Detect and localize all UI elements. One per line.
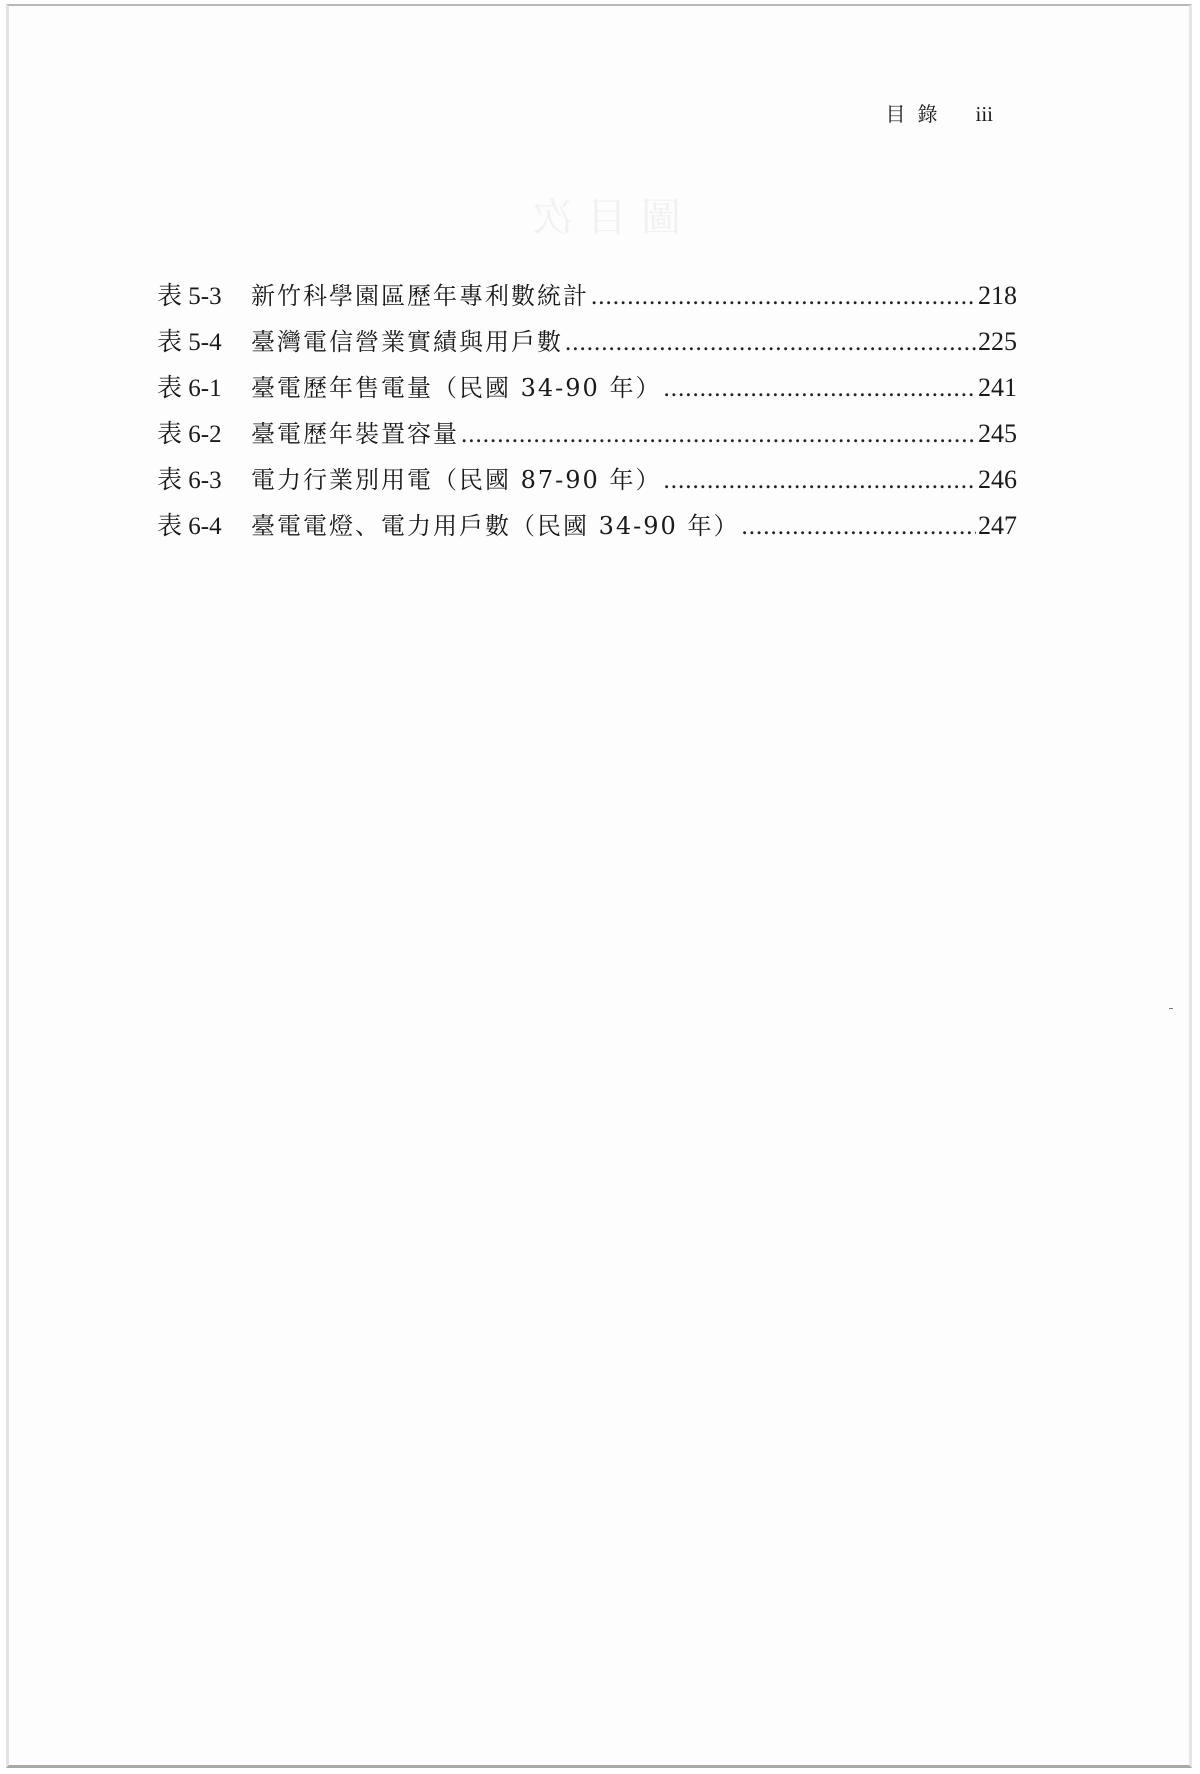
table-title: 臺電歷年裝置容量 [251, 420, 459, 448]
dot-leader [565, 329, 976, 357]
toc-page-number: 245 [978, 419, 1017, 448]
toc-entry[interactable] [157, 322, 1017, 368]
dot-leader [741, 513, 976, 541]
bleed-through-text: 圖目次 [519, 195, 681, 241]
running-header [885, 98, 993, 127]
dot-leader [663, 467, 976, 495]
toc-page-number: 246 [978, 465, 1017, 494]
scan-speck [1169, 1008, 1173, 1009]
table-title: 臺灣電信營業實績與用戶數 [251, 328, 563, 356]
toc-page-number: 225 [978, 327, 1017, 356]
toc-page-number: 218 [978, 281, 1017, 310]
dot-leader [591, 283, 976, 311]
section-title: 目錄 [885, 102, 950, 126]
dot-leader [663, 375, 976, 403]
book-page [6, 4, 1192, 1768]
toc-entry[interactable] [157, 276, 1017, 322]
toc-entry[interactable] [157, 368, 1017, 414]
table-label: 表 5-3 [157, 283, 222, 310]
table-title: 新竹科學園區歷年專利數統計 [251, 282, 589, 310]
toc-page-number: 241 [978, 373, 1017, 402]
table-title: 臺電歷年售電量（民國 34-90 年） [251, 374, 662, 402]
toc-entry[interactable] [157, 414, 1017, 460]
table-label: 表 6-2 [157, 421, 222, 448]
table-label: 表 6-1 [157, 375, 222, 402]
toc-entry[interactable] [157, 506, 1017, 552]
list-of-tables [157, 276, 1017, 552]
table-title: 電力行業別用電（民國 87-90 年） [251, 466, 662, 494]
table-label: 表 6-4 [157, 513, 222, 540]
table-label: 表 6-3 [157, 467, 222, 494]
table-label: 表 5-4 [157, 329, 222, 356]
dot-leader [461, 421, 976, 449]
page-number: iii [975, 102, 993, 126]
toc-page-number: 247 [978, 511, 1017, 540]
table-title: 臺電電燈、電力用戶數（民國 34-90 年） [251, 512, 740, 540]
toc-entry[interactable] [157, 460, 1017, 506]
